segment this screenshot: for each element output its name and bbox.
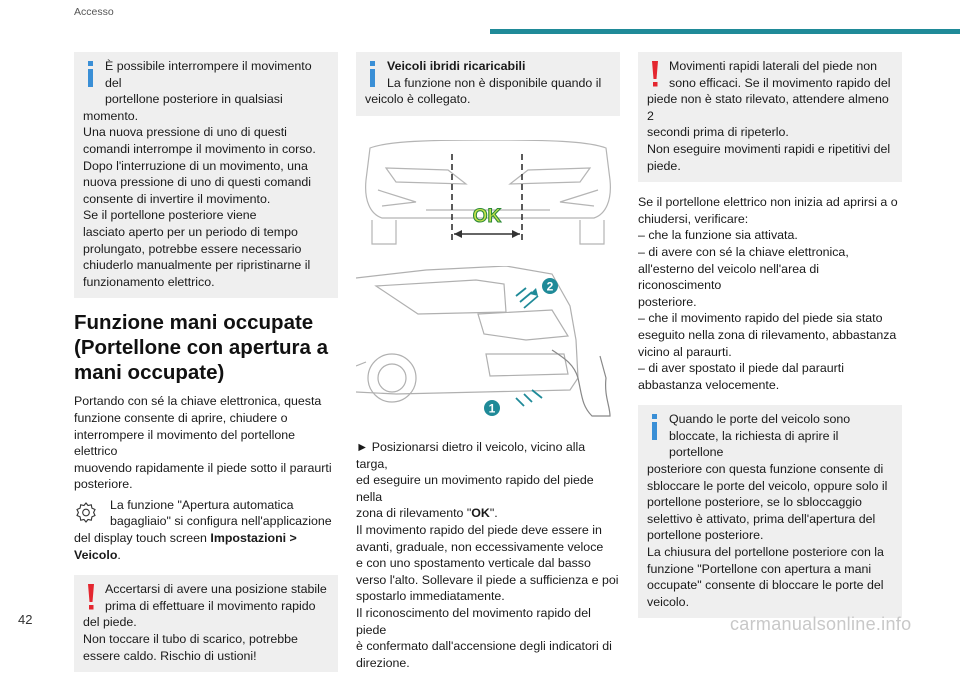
info-note-hybrid	[356, 52, 620, 116]
gear-icon	[74, 501, 98, 525]
note-text: È possibile interrompere il movimento del portellone posteriore in qualsiasi	[105, 59, 312, 107]
info-icon	[647, 414, 663, 440]
warning-note-movements	[638, 52, 902, 182]
column-3	[638, 52, 902, 630]
intro-paragraph: Portando con sé la chiave elettronica, questa funzione consente di aprire, chiudere o interrompere il movimento del portellone elettrico muovendo rapidamente il piede sotto il paraurti posteriore.	[74, 394, 332, 492]
section-heading: Funzione mani occupate (Portellone con apertura a mani occupate)	[74, 311, 329, 385]
callout-2: 2	[546, 279, 554, 294]
ok-label: OK	[472, 205, 502, 227]
column-2	[356, 52, 620, 671]
arrow-icon: ►	[356, 439, 369, 454]
troubleshooting-checklist: Se il portellone elettrico non inizia ad aprirsi a o chiudersi, verificare: – che la funzione sia attivata. – di avere con sé la chiave elettronica, all'esterno del veicolo nell'area di riconoscimento posteriore. – che il movimento rapido del piede sia stato eseguito nella zona di rilevamento, abbastanza vicino al paraurti. – di aver spostato il piede dal paraurti abbastanza velocemente.	[638, 195, 898, 392]
settings-menu-path: Impostazioni > Veicolo	[74, 531, 297, 562]
detection-zone-illustration	[356, 140, 620, 252]
note-text: momento. Una nuova pressione di uno di questi comandi interrompe il movimento in corso. Dopo l'interruzione di un movimento, una nuova pressione di uno di questi comandi consente di invertire il movimento. Se il portellone posteriore viene lasciato aperto per un periodo di tempo prolungato, potrebbe essere necessario chiuderlo manualmente per ripristinarne il funzionamento elettrico.	[83, 108, 316, 289]
header-accent-bar	[490, 29, 960, 34]
note-text: Quando le porte del veicolo sono bloccate, la richiesta di aprire il portellone	[669, 412, 851, 460]
callout-1: 1	[488, 401, 496, 416]
warning-icon	[647, 61, 663, 87]
info-note-interrupt	[74, 52, 338, 298]
settings-note	[74, 497, 338, 563]
setting-text-continued: del display touch screen Impostazioni > Veicolo.	[74, 531, 297, 562]
column-1	[74, 52, 338, 684]
info-icon	[365, 61, 381, 87]
note-text: La funzione non è disponibile quando il	[387, 75, 602, 90]
note-text: del piede. Non toccare il tubo di scarico, potrebbe essere caldo. Rischio di ustioni!	[83, 615, 298, 663]
note-text: piede non è stato rilevato, attendere almeno 2 secondi prima di ripeterlo. Non eseguire movimenti rapidi e ripetitivi del piede.	[647, 92, 891, 173]
warning-icon	[83, 584, 99, 610]
page-number: 42	[18, 612, 33, 627]
instruction-step: ► Posizionarsi dietro il veicolo, vicino alla targa, ed eseguire un movimento rapido del piede nella zona di rilevamento "OK".	[356, 439, 594, 521]
note-text: veicolo è collegato.	[365, 92, 471, 107]
info-note-unlocking	[638, 405, 902, 618]
movement-details: Il movimento rapido del piede deve essere in avanti, graduale, non eccessivamente veloce e con uno spostamento verticale dal basso verso l'alto. Sollevare il piede a sufficienza e poi spostarlo immediatamente. Il riconoscimento del movimento rapido del piede è confermato dall'accensione degli indicatori di direzione.	[356, 522, 619, 670]
foot-kick-illustration	[356, 266, 620, 426]
note-text: posteriore con questa funzione consente di sbloccare le porte del veicolo, oppure solo il portellone posteriore, se lo sbloccaggio selettivo è attivato, prima dell'apertura del portellone posteriore. La chiusura del portellone posteriore con la funzione "Portellone con apertura a mani occupate" consente di bloccare le porte del veicolo.	[647, 462, 888, 609]
note-text: Accertarsi di avere una posizione stabile prima di effettuare il movimento rapido	[105, 582, 327, 613]
watermark: carmanualsonline.info	[730, 614, 912, 634]
ok-zone-reference: OK	[471, 506, 490, 521]
section-title: Accesso	[74, 6, 114, 18]
note-text: Movimenti rapidi laterali del piede non sono efficaci. Se il movimento rapido del	[669, 59, 891, 90]
note-title: Veicoli ibridi ricaricabili	[387, 59, 526, 73]
info-icon	[83, 61, 99, 87]
setting-text: La funzione "Apertura automatica bagagliaio" si configura nell'applicazione	[110, 497, 332, 529]
warning-note-stability	[74, 575, 338, 672]
